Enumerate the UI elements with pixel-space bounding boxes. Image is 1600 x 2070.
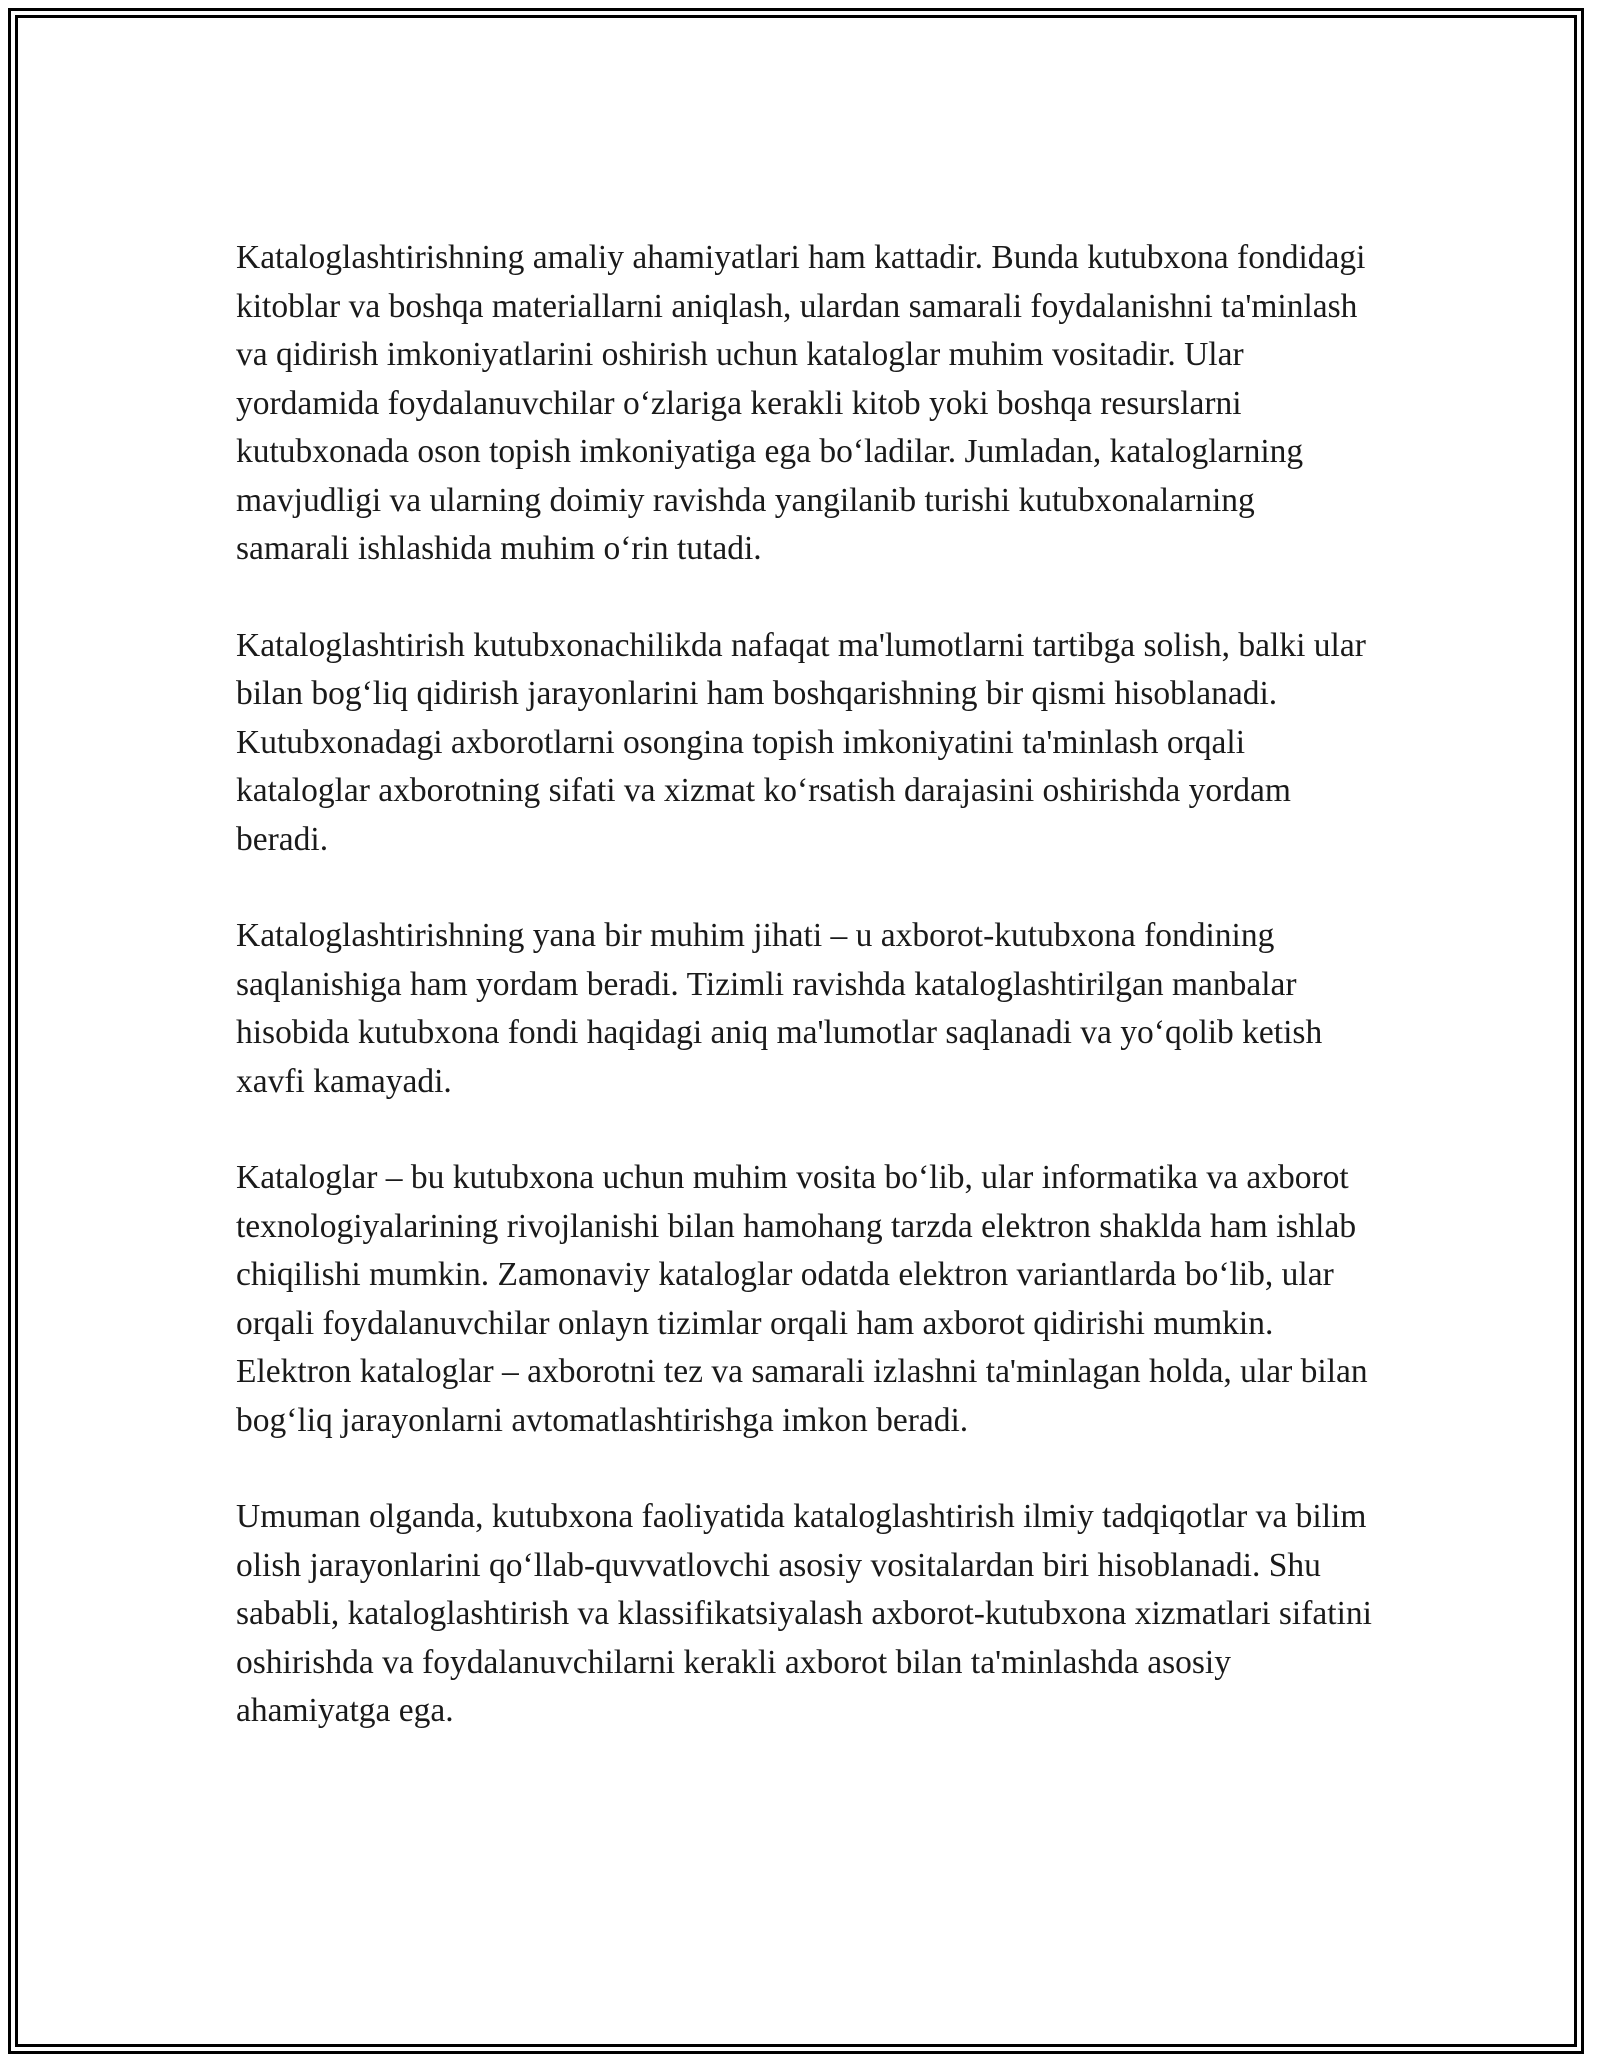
paragraph-search-management: Kataloglashtirish kutubxonachilikda nafaqat ma'lumotlarni tartibga solish, balki ular bilan bog‘liq qidirish jarayonlarini ham boshqarishning bir qismi hisoblanadi. Kutubxonadagi axborotlarni osongina topish imkoniyatini ta'minlash orqali kataloglar axborotning sifati va xizmat ko‘rsatish darajasini oshirishda yordam beradi.	[236, 626, 1366, 858]
paragraph-electronic-catalogs: Kataloglar – bu kutubxona uchun muhim vosita bo‘lib, ular informatika va axborot texnologiyalarining rivojlanishi bilan hamohang tarzda elektron shaklda ham ishlab chiqilishi mumkin. Zamonaviy kataloglar odatda elektron variantlarda bo‘lib, ular orqali foydalanuvchilar onlayn tizimlar orqali ham axborot qidirishi mumkin. Elektron kataloglar – axborotni tez va samarali izlashni ta'minlagan holda, ular bilan bog‘liq jarayonlarni avtomatlashtirishga imkon beradi.	[236, 1159, 1368, 1439]
paragraph-conclusion: Umuman olganda, kutubxona faoliyatida kataloglashtirish ilmiy tadqiqotlar va bilim olish jarayonlarini qo‘llab-quvvatlovchi asosiy vositalardan biri hisoblanadi. Shu sababli, kataloglashtirish va klassifikatsiyalash axborot-kutubxona xizmatlari sifatini oshirishda va foydalanuvchilarni kerakli axborot bilan ta'minlashda asosiy ahamiyatga ega.	[236, 1498, 1372, 1729]
paragraph-practical-importance: Kataloglashtirishning amaliy ahamiyatlari ham kattadir. Bunda kutubxona fondidagi kitoblar va boshqa materiallarni aniqlash, ulardan samarali foydalanishni ta'minlash va qidirish imkoniyatlarini oshirish uchun kataloglar muhim vositadir. Ular yordamida foydalanuvchilar o‘zlariga kerakli kitob yoki boshqa resurslarni kutubxonada oson topish imkoniyatiga ega bo‘ladilar. Jumladan, kataloglarning mavjudligi va ularning doimiy ravishda yangilanib turishi kutubxonalarning samarali ishlashida muhim o‘rin tutadi.	[236, 239, 1366, 567]
document-body	[236, 234, 1376, 1736]
paragraph-fund-preservation: Kataloglashtirishning yana bir muhim jihati – u axborot-kutubxona fondining saqlanishiga ham yordam beradi. Tizimli ravishda kataloglashtirilgan manbalar hisobida kutubxona fondi haqidagi aniq ma'lumotlar saqlanadi va yo‘qolib ketish xavfi kamayadi.	[236, 917, 1323, 1100]
